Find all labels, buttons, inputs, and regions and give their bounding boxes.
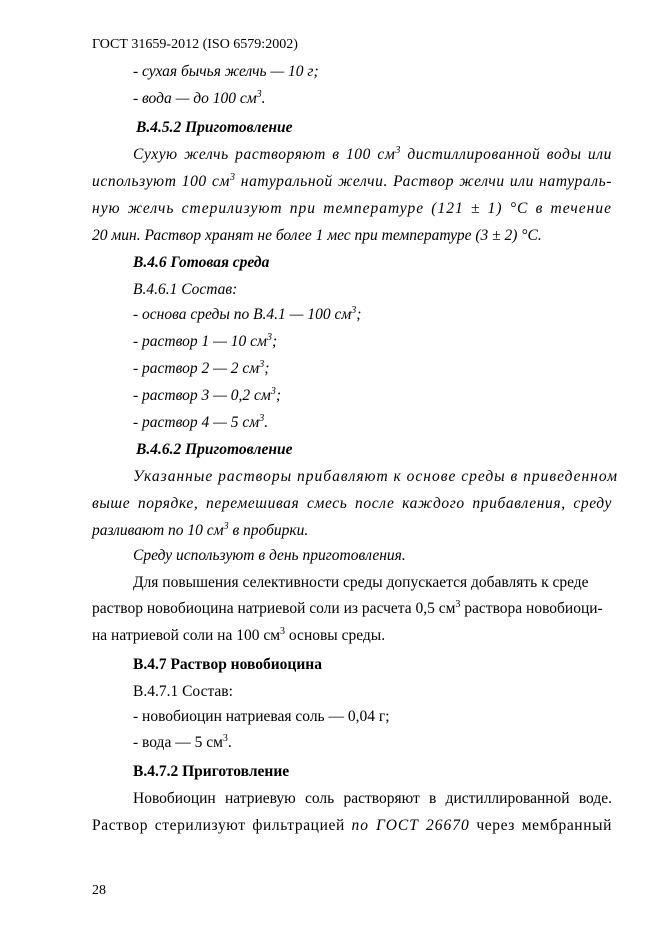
text-line: В.4.7.1 Состав: — [133, 683, 233, 700]
section-heading: В.4.7.2 Приготовление — [133, 763, 290, 780]
text-line: разливают по 10 $см^3$ в пробирки. — [92, 521, 309, 539]
text-line: Среду используют в день приготовления. — [133, 547, 406, 564]
text-line: - новобиоцин натриевая соль — 0,04 г; — [133, 708, 390, 725]
section-heading: В.4.6.2 Приготовление — [136, 441, 293, 458]
text-line: - сухая бычья желчь — 10 г; — [133, 63, 319, 80]
text-line: на натриевой соли на 100 $см^3$ основы среды. — [92, 626, 386, 644]
text-line: - вода — до 100 $см^3$. — [133, 89, 266, 107]
page-number: 28 — [92, 883, 106, 898]
text-line: 20 мин. Раствор хранят не более 1 мес при температуре (3 ± 2) °С. — [92, 227, 542, 244]
section-heading: В.4.5.2 Приготовление — [136, 119, 293, 136]
text-line: используют 100 $см^3$ натуральной желчи. Раствор желчи или натураль- — [92, 172, 612, 190]
text-line: - раствор 3 — 0,2 $см^3$; — [133, 386, 281, 404]
text-line: выше порядке, перемешивая смесь после каждого прибавления, среду — [92, 495, 612, 512]
text-line: Новобиоцин натриевую соль растворяют в дистиллированной воде. — [133, 790, 612, 807]
section-heading: В.4.7 Раствор новобиоцина — [133, 656, 322, 673]
text-line: - основа среды по В.4.1 — 100 $см^3$; — [133, 305, 362, 323]
text-line: - вода — 5 $см^3$. — [133, 733, 232, 751]
text-line: Раствор стерилизуют фильтрацией по ГОСТ 26670 через мембранный — [92, 817, 613, 834]
standard-reference: по ГОСТ 26670 — [351, 817, 470, 834]
text-line: Для повышения селективности среды допускается добавлять к среде — [133, 574, 589, 591]
text-line: - раствор 4 — 5 $см^3$. — [133, 413, 269, 431]
text-line: Указанные растворы прибавляют к основе среды в приведенном — [133, 468, 618, 485]
text-line: - раствор 2 — 2 $см^3$; — [133, 359, 270, 377]
page-header: ГОСТ 31659-2012 (ISO 6579:2002) — [92, 37, 298, 52]
text-line: раствор новобиоцина натриевой соли из расчета 0,5 $см^3$ раствора новобиоци- — [92, 599, 603, 617]
text-line: Сухую желчь растворяют в 100 $см^3$ дистиллированной воды или — [133, 145, 612, 163]
text-line: ную желчь стерилизуют при температуре (121 ± 1) °С в течение — [92, 200, 612, 217]
text-line: - раствор 1 — 10 $см^3$; — [133, 332, 278, 350]
text-line: В.4.6.1 Состав: — [133, 281, 238, 298]
section-heading: В.4.6 Готовая среда — [133, 254, 270, 271]
